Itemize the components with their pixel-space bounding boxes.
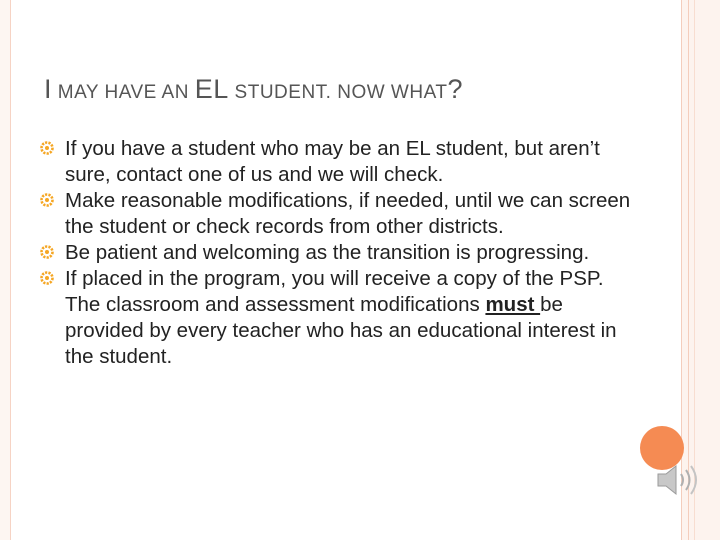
speaker-icon[interactable] [650, 460, 706, 500]
left-border-decoration [0, 0, 11, 540]
bullet-item [40, 266, 640, 370]
slide-title [44, 74, 463, 105]
gear-bullet-icon [40, 245, 54, 259]
bullet-text: Be patient and welcoming as the transition is progressing. [65, 241, 590, 264]
bullet-text: If you have a student who may be an EL student, but aren’t sure, contact one of us and we will check. [65, 137, 600, 186]
right-border-decoration [681, 0, 720, 540]
bullet-list [40, 136, 640, 370]
title-part2-rest: STUDENT. NOW WHAT [228, 82, 448, 103]
bullet-text-pre: If placed in the program, you will receive a copy of the PSP. The classroom and assessment modifications [65, 267, 604, 316]
title-part1-cap: I [44, 74, 53, 104]
bullet-item [40, 240, 640, 266]
title-part3: ? [447, 74, 463, 104]
title-part1-rest: MAY HAVE AN [52, 82, 195, 103]
gear-bullet-icon [40, 193, 54, 207]
gear-bullet-icon [40, 271, 54, 285]
bullet-text: Make reasonable modifications, if needed, until we can screen the student or check records from other districts. [65, 189, 631, 238]
title-part2-cap: EL [194, 74, 229, 104]
bullet-item [40, 188, 640, 240]
gear-bullet-icon [40, 141, 54, 155]
bullet-text-post: be provided by every teacher who has an educational interest in the student. [65, 293, 617, 368]
bullet-item [40, 136, 640, 188]
bullet-text-emphasis: must [485, 293, 541, 316]
